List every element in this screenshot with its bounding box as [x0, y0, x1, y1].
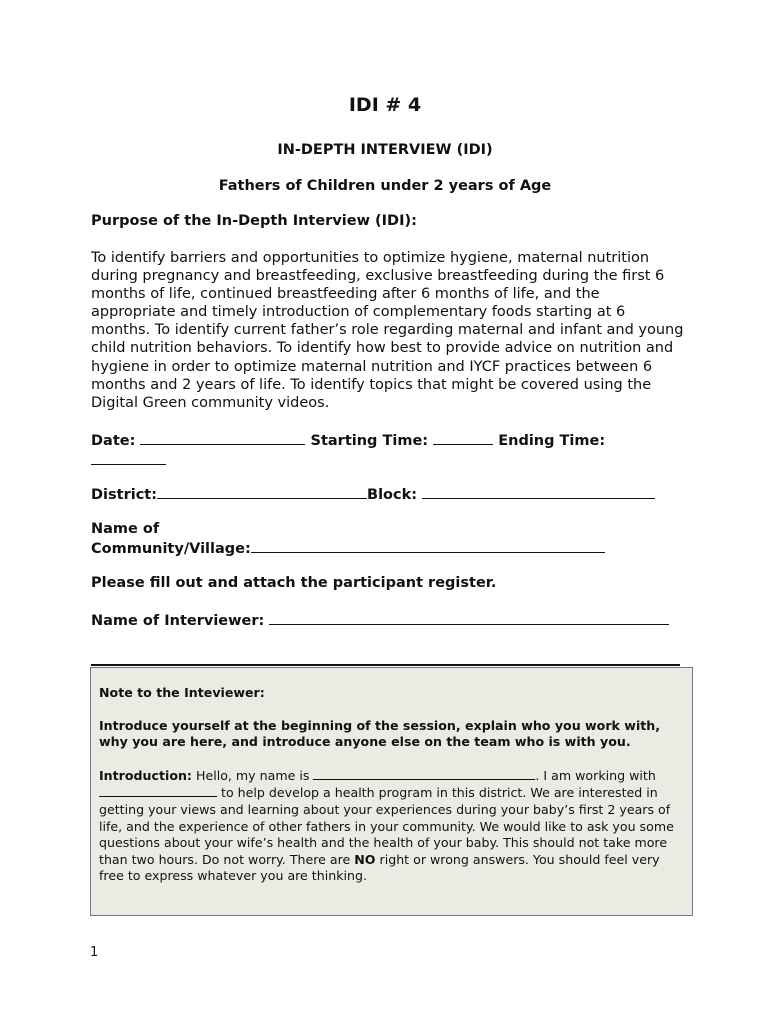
interviewer-note-box [90, 667, 693, 916]
start-time-field[interactable] [433, 430, 493, 445]
intro-text-4: right or wrong answers. You should feel very free to express whatever you are thinking. [99, 851, 660, 884]
start-time-label: Starting Time: [310, 433, 429, 449]
purpose-text: To identify barriers and opportunities to optimize hygiene, maternal nutrition during pregnancy and breastfeeding, exclusive breastfeeding during the first 6 months of life, continued breastfeeding after 6 months of life, and the appropriate and timely introduction of complementary foods starting at 6 months. To identify current father’s role regarding maternal and infant and young child nutrition behaviors. To identify how best to provide advice on nutrition and hygiene in order to optimize maternal nutrition and IYCF practices between 6 months and 2 years of life. To identify topics that might be covered using the Digital Green community videos. [91, 250, 684, 411]
district-block-row [91, 484, 691, 504]
page-number: 1 [90, 945, 99, 960]
note-instruction: Introduce yourself at the beginning of the session, explain who you work with, why you are here, and introduce anyone else on the team who is with you. [99, 717, 661, 750]
intro-text-2: . I am working with [535, 767, 656, 783]
organization-blank[interactable] [99, 784, 217, 797]
document-subtitle: IN-DEPTH INTERVIEW (IDI) [277, 142, 493, 158]
interviewer-field[interactable] [269, 610, 669, 625]
date-field[interactable] [140, 430, 305, 445]
interviewer-label: Name of Interviewer: [91, 613, 265, 629]
end-time-label: Ending Time: [498, 433, 606, 449]
note-heading: Note to the Inteviewer: [99, 685, 265, 700]
introduction-script [99, 767, 684, 885]
date-label: Date: [91, 433, 136, 449]
section-divider [91, 664, 680, 666]
intro-text-1: Hello, my name is [191, 767, 314, 783]
village-label-line2: Community/Village: [91, 541, 251, 557]
introduction-label: Introduction: [99, 767, 192, 783]
block-field[interactable] [422, 484, 655, 499]
intro-text-3: to help develop a health program in this district. We are interested in getting your views and learning about your experiences during your baby’s first 2 years of life, and the experience of other fathers in your community. We would like to ask you some questions about your wife’s health and the health of your baby. This should not take more than two hours. Do not worry. There are [99, 785, 674, 867]
district-field[interactable] [157, 484, 367, 499]
interviewer-row [91, 610, 681, 630]
village-label-line1: Name of [91, 521, 160, 537]
document-title: IDI # 4 [348, 94, 422, 116]
intro-emphasis: NO [354, 851, 376, 867]
target-audience: Fathers of Children under 2 years of Age [218, 178, 552, 194]
attach-instruction: Please fill out and attach the participant register. [91, 575, 497, 591]
date-time-row [91, 430, 691, 470]
end-time-field[interactable] [91, 450, 166, 465]
purpose-heading: Purpose of the In-Depth Interview (IDI): [91, 213, 417, 229]
village-row [91, 520, 681, 558]
district-label: District: [91, 487, 158, 503]
interviewer-name-blank[interactable] [313, 767, 535, 780]
block-label: Block: [367, 487, 418, 503]
village-field[interactable] [251, 538, 605, 553]
